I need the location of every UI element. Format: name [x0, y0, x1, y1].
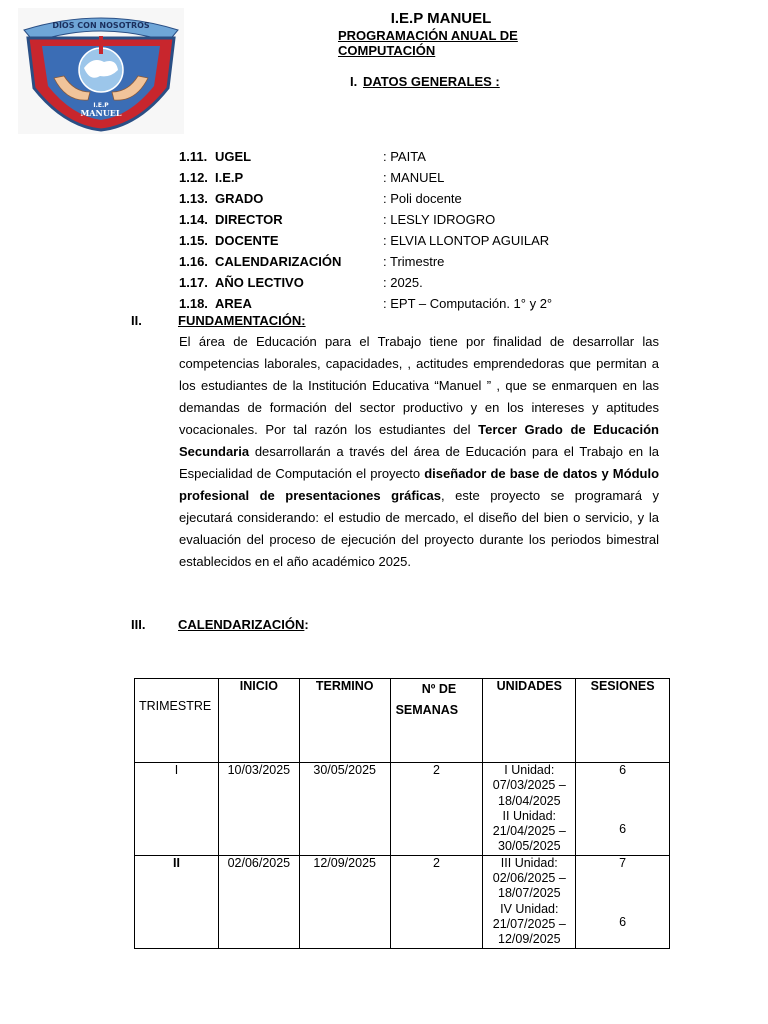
header-trimestre: TRIMESTRE	[135, 679, 219, 763]
cell-inicio: 10/03/2025	[218, 763, 299, 856]
row-label: GRADO	[215, 191, 264, 206]
school-name: I.E.P MANUEL	[390, 10, 492, 27]
unit-line: IV Unidad:	[500, 901, 559, 916]
fundamentacion-paragraph	[179, 331, 659, 573]
row-value: : Trimestre	[383, 254, 445, 269]
unit-line: 18/04/2025	[498, 793, 561, 808]
calendar-table	[134, 678, 670, 949]
row-label: DIRECTOR	[215, 212, 283, 227]
unit-line: 02/06/2025 –	[492, 871, 566, 886]
data-row	[179, 146, 659, 167]
unit-line: II Unidad:	[502, 808, 557, 823]
row-number: 1.18.	[179, 296, 208, 311]
header-inicio: INICIO	[218, 679, 299, 763]
row-value: : MANUEL	[383, 170, 445, 185]
cell-trimestre: II	[135, 855, 219, 948]
row-number: 1.17.	[179, 275, 208, 290]
cell-sesiones	[576, 855, 670, 948]
data-row	[179, 230, 659, 251]
header-semanas-line-1: Nº DE	[421, 682, 457, 696]
cell-unidades	[483, 855, 576, 948]
unit-line: I Unidad:	[504, 763, 555, 777]
section-3-title-text: CALENDARIZACIÓN	[178, 617, 305, 632]
unit-line: 07/03/2025 –	[492, 778, 566, 793]
sesiones-value: 7	[619, 855, 627, 870]
paragraph-bold-text: Tercer Grado de Educación Secundaria	[179, 422, 659, 459]
header-sesiones: SESIONES	[576, 679, 670, 763]
data-row	[179, 251, 659, 272]
header-semanas-line-2: SEMANAS	[395, 703, 459, 717]
cell-semanas: 2	[390, 855, 483, 948]
paragraph-text: desarrollarán a través del área de Educación para el Trabajo en la Especialidad de Computación el proyecto	[179, 444, 659, 481]
row-number: 1.14.	[179, 212, 208, 227]
row-label: CALENDARIZACIÓN	[215, 254, 342, 269]
header-termino: TERMINO	[299, 679, 390, 763]
row-label: UGEL	[215, 149, 252, 164]
row-label: I.E.P	[215, 170, 244, 185]
section-3-number: III.	[131, 617, 146, 632]
row-value: : Poli docente	[383, 191, 462, 206]
row-number: 1.13.	[179, 191, 208, 206]
cell-semanas: 2	[390, 763, 483, 856]
row-number: 1.11.	[179, 149, 208, 164]
sesiones-value: 6	[619, 822, 627, 836]
paragraph-text: El área de Educación para el Trabajo tiene por finalidad de desarrollar las competencias laborales, capacidades, , actitudes emprendedoras que permitan a los estudiantes de la Institución Educativa “Manuel ” , que se enmarquen en las demandas de formación del sector productivo y en los intereses y aptitudes vocacionales. Por tal razón los estudiantes del	[179, 334, 659, 437]
cell-sesiones	[576, 763, 670, 856]
section-2-title: FUNDAMENTACIÓN:	[178, 313, 306, 328]
unit-line: 12/09/2025	[498, 932, 561, 947]
section-1-title: DATOS GENERALES :	[363, 74, 500, 89]
sesiones-value: 6	[619, 914, 627, 929]
data-row	[179, 293, 659, 314]
svg-text:DIOS CON NOSOTROS: DIOS CON NOSOTROS	[52, 21, 150, 30]
unit-line: III Unidad:	[500, 855, 558, 870]
program-title: PROGRAMACIÓN ANUAL DE COMPUTACIÓN	[338, 28, 518, 58]
section-3-title	[178, 617, 309, 632]
data-row	[179, 167, 659, 188]
cell-trimestre: I	[135, 763, 219, 856]
row-number: 1.16.	[179, 254, 208, 269]
data-row	[179, 188, 659, 209]
row-label: AREA	[215, 296, 252, 311]
data-row	[179, 272, 659, 293]
table-row	[135, 855, 670, 948]
cell-inicio: 02/06/2025	[218, 855, 299, 948]
row-value: : LESLY IDROGRO	[383, 212, 496, 227]
row-value: : 2025.	[383, 275, 423, 290]
data-row	[179, 209, 659, 230]
header-unidades: UNIDADES	[483, 679, 576, 763]
table-header-row	[135, 679, 670, 763]
row-value: : EPT – Computación. 1° y 2°	[383, 296, 553, 311]
paragraph-bold-text: diseñador de base de datos y Módulo profesional de presentaciones gráficas	[179, 466, 660, 503]
cell-termino: 12/09/2025	[299, 855, 390, 948]
row-value: : PAITA	[383, 149, 426, 164]
row-number: 1.12.	[179, 170, 208, 185]
table-row	[135, 763, 670, 856]
row-label: AÑO LECTIVO	[215, 275, 304, 290]
unit-line: 18/07/2025	[498, 886, 561, 901]
unit-line: 21/07/2025 –	[492, 916, 566, 931]
sesiones-value: 6	[619, 763, 627, 777]
row-label: DOCENTE	[215, 233, 279, 248]
svg-text:I.E.P: I.E.P	[93, 102, 109, 109]
unit-line: 21/04/2025 –	[492, 824, 566, 839]
cell-unidades	[483, 763, 576, 856]
paragraph-text: , este proyecto se programará y ejecutará considerando: el estudio de mercado, el diseño del bien o servicio, y la evaluación del proceso de ejecución del proyecto durante los periodos bimestral establecidos en el año académico 2025.	[179, 488, 660, 569]
header-semanas	[390, 679, 483, 763]
row-value: : ELVIA LLONTOP AGUILAR	[383, 233, 550, 248]
cell-termino: 30/05/2025	[299, 763, 390, 856]
section-3-title-colon: :	[304, 617, 309, 632]
svg-text:MANUEL: MANUEL	[80, 108, 122, 118]
row-number: 1.15.	[179, 233, 208, 248]
unit-line: 30/05/2025	[498, 839, 561, 854]
section-2-number: II.	[131, 313, 142, 328]
section-1-number: I.	[350, 74, 358, 89]
